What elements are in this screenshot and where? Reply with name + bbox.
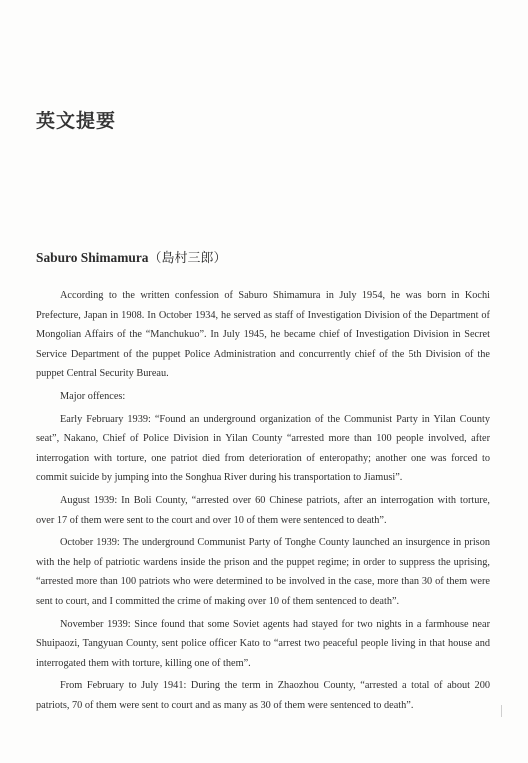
person-name-en: Saburo Shimamura [36, 250, 149, 265]
paragraph-offence: November 1939: Since found that some Soviet agents had stayed for two nights in a farmhouse near Shuipaozi, Tangyuan County, sent police officer Kato to “arrest two peaceful people living in that house and interrogated them with torture, killing one of them”. [36, 618, 490, 669]
person-heading [36, 247, 227, 266]
body-text [36, 286, 490, 718]
scan-margin-mark [501, 705, 502, 717]
section-title: 英文提要 [36, 111, 117, 132]
paragraph-offence: October 1939: The underground Communist Party of Tonghe County launched an insurgence in prison with the help of patriotic wardens inside the prison and the puppet regime; in order to suppress the uprising, “arrested more than 100 patriots who were determined to be involved in the case, more than 30 of them were sent to court, and I committed the crime of making over 10 of them sentenced to death”. [36, 537, 490, 607]
paragraph-offence: Early February 1939: “Found an underground organization of the Communist Party in Yilan County seat”, Nakano, Chief of Police Division in Yilan County “arrested more than 100 people involved, after interrogation with torture, one patriot died from deterioration of enteropathy; another one was forced to commit suicide by jumping into the Songhua River during his transportation to Jiamusi”. [36, 413, 490, 484]
paragraph-offences-heading: Major offences: [60, 390, 126, 402]
paragraph-offence: August 1939: In Boli County, “arrested over 60 Chinese patriots, after an interrogation with torture, over 17 of them were sent to the court and over 10 of them were sentenced to death”. [36, 494, 490, 526]
paragraph-biography: According to the written confession of Saburo Shimamura in July 1954, he was born in Kochi Prefecture, Japan in 1908. In October 1934, he served as staff of Investigation Division of the Department of Mongolian Affairs of the “Manchukuo”. In July 1945, he became chief of Investigation Division in Secret Service Department of the puppet Police Administration and concurrently chief of the 5th Division of the puppet Central Security Bureau. [36, 290, 490, 380]
person-name-cn: （島村三郎） [148, 250, 227, 265]
paragraph-offence: From February to July 1941: During the term in Zhaozhou County, “arrested a total of about 200 patriots, 70 of them were sent to court and as many as 30 of them were sentenced to death”. [36, 680, 490, 711]
